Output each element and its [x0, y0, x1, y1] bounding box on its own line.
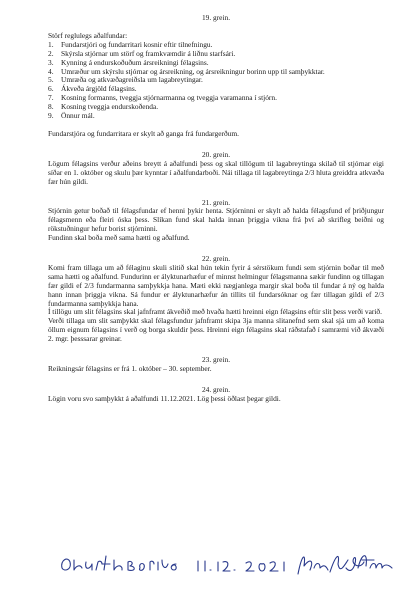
list-item: 8. Kosning tveggja endurskoðenda.	[48, 102, 159, 112]
article-23-text: Reikningsár félagsins er frá 1. október – 30. september.	[48, 364, 212, 373]
article-22-paragraph-2: Í tillögu um slit félagsins skal jafnframt ákveðið með hvaða hætti hreinni eign félagsins eftir slit þess verði varið.	[48, 307, 382, 317]
list-item: 4. Umræður um skýrslu stjórnar og ársreikning, og ársreikningur borinn upp til samþykktar.	[48, 66, 325, 76]
article-21-heading: 21. grein.	[201, 197, 231, 207]
article-24-text: Lögin voru svo samþykkt á aðalfundi 11.12.2021. Lög þessi öðlast þegar gildi.	[48, 393, 281, 403]
handwriting-image	[58, 548, 398, 582]
article-19-heading: 19. grein.	[201, 13, 231, 22]
document-page	[48, 14, 384, 404]
agenda-list	[48, 41, 384, 121]
list-item: 2. Skýrsla stjórnar um störf og framkvæmdir á liðnu starfsári.	[48, 48, 236, 58]
handwritten-place-date	[62, 556, 284, 571]
article-19-closing: Fundarstjóra og fundarritara er skylt að ganga frá fundargerðum.	[48, 128, 239, 138]
article-22-paragraph-1: Komi fram tillaga um að félaginu skuli slitið skal hún tekin fyrir á sérstökum fundi sem stjórnin boðar til með sama hætti og aðalfund. Fundurinn er ályktunarhæfur ef minnst helmingur félagsmanna sækir fundinn og tillagan fær gildi ef 2/3 fundarmanna samþykkja hana. Mæti ekki nægjanlega margir skal boða til fundar á ný og halda hann innan þriggja vikna. Sá fundur er ályktunarhæfur án tillits til fundarsóknar og fær tillagan gildi ef 2/3 fundarmanna samþykkja hana.	[48, 262, 384, 308]
article-23	[48, 356, 384, 374]
article-20-heading: 20. grein.	[201, 149, 231, 159]
article-24	[48, 386, 384, 404]
article-24-heading: 24. grein.	[201, 384, 231, 394]
article-22	[48, 255, 384, 344]
article-19	[48, 14, 384, 139]
article-22-heading: 22. grein.	[201, 254, 231, 264]
article-21-text-2: Fundinn skal boða með sama hætti og aðalfund.	[48, 233, 190, 243]
list-item: 6. Ákveða árgjöld félagsins.	[48, 84, 137, 94]
signature-scribble	[298, 556, 392, 574]
article-21	[48, 199, 384, 244]
signature-block	[58, 548, 398, 582]
list-item: 7. Kosning formanns, tveggja stjórnarmanna og tveggja varamanna í stjórn.	[48, 93, 277, 103]
article-19-intro: Störf reglulegs aðalfundar:	[48, 30, 128, 40]
article-22-paragraph-3: Verði tillaga um slit samþykkt skal félagsfundur jafnframt skipa 3ja manna slitanefnd sem skal sjá um að koma öllum eignum félagsins í verð og borga skuldir þess. Hreinni eign félagsins skal ráðstafað í samræmi við ákvæði 2. mgr. þesssarar greinar.	[48, 316, 384, 344]
list-item: 3. Kynning á endurskoðuðum ársreikningi félagsins.	[48, 57, 209, 67]
list-item: 1. Fundarstjóri og fundarritari kosnir eftir tilnefningu.	[48, 39, 213, 49]
article-20-text: Lögum félagsins verður aðeins breytt á aðalfundi þess og skal tillögum til lagabreytinga skilað til stjórnar eigi síðar en 1. október og skulu þær kynntar í aðalfundarboði. Nái tillaga til lagabreytinga 2/3 hluta greiddra atkvæða fær hún gildi.	[48, 158, 384, 186]
article-23-heading: 23. grein.	[201, 355, 231, 365]
article-21-text: Stjórnin getur boðað til félagsfundar ef henni þykir henta. Stjórninni er skylt að halda félagsfund ef þriðjungur félagsmenn eða fleiri óska þess. Slíkan fund skal halda innan þriggja vikna frá því að skrifleg beiðni og rökstuðningur hefur borist stjórninni.	[48, 206, 384, 234]
article-20	[48, 151, 384, 187]
list-item: 5. Umræða og atkvæðagreiðsla um lagabreytingar.	[48, 75, 203, 85]
list-item: 9. Önnur mál.	[48, 111, 95, 121]
